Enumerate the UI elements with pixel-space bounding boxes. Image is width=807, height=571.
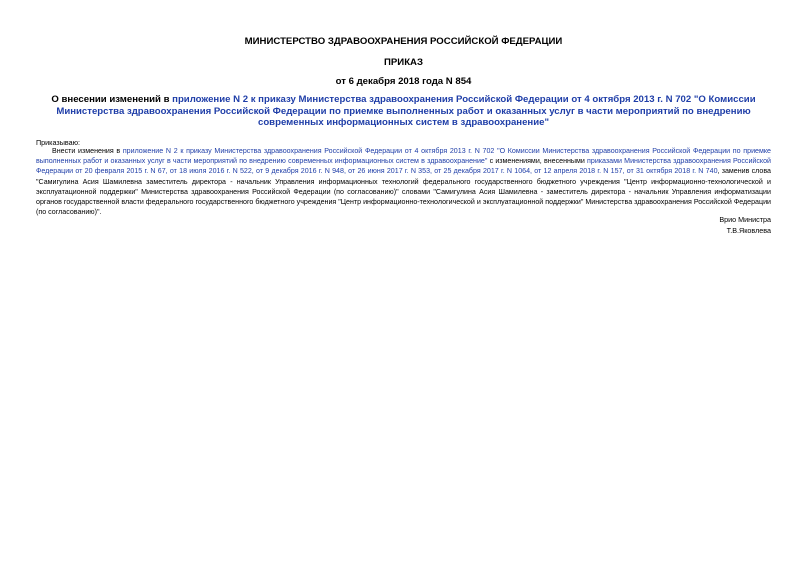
document-date-number: от 6 декабря 2018 года N 854	[335, 76, 472, 87]
body-paragraph	[36, 146, 771, 217]
document-title	[36, 94, 771, 129]
paragraph-appendix-link[interactable]: приложение N 2 к приказу Министерства здравоохранения Российской Федерации от 4 октября 2013 г. N 702 "О Комиссии Министерства здравоохранения Российской Федерации по приемке выполненных работ и оказанных услуг в части мероприятий по внедрению современных информационных систем в здравоохранение"	[36, 147, 771, 166]
order-word: Приказываю:	[36, 138, 80, 147]
paragraph-intro: Внести изменения в	[52, 147, 123, 155]
paragraph-replacement-text: , заменив слова "Самигулина Асия Шамилевна заместитель директора - начальник Управления информационных технологий федерального государственного бюджетного учреждения "Центр информационно-технологической и эксплуатационной поддержки" Министерства здравоохранения Российской Федерации (по согласованию)" словами "Самигулина Асия Шамилевна - заместитель директора - начальник Управления информатизации органов государственной власти федерального государственного бюджетного учреждения "Центр информационно-технологической и эксплуатационной поддержки" Министерства здравоохранения Российской Федерации (по согласованию)".	[36, 167, 771, 217]
title-prefix: О внесении изменений в	[51, 94, 173, 105]
paragraph-middle: с изменениями, внесенными	[487, 157, 588, 166]
title-link[interactable]: приложение N 2 к приказу Министерства здравоохранения Российской Федерации от 4 октября 2013 г. N 702 "О Комиссии Министерства здравоохранения Российской Федерации по приемке выполненных работ и оказанных услуг в части мероприятий по внедрению современных информационных систем в здравоохранение"	[56, 94, 756, 129]
paragraph-amendments-link[interactable]: приказами Министерства здравоохранения Российской Федерации от 20 февраля 2015 г. N 67, от 18 июля 2016 г. N 522, от 9 декабря 2016 г. N 948, от 26 июня 2017 г. N 353, от 25 декабря 2017 г. N 1064, от 12 апреля 2018 г. N 157, от 31 октября 2018 г. N 740	[36, 157, 772, 176]
ministry-heading: МИНИСТЕРСТВО ЗДРАВООХРАНЕНИЯ РОССИЙСКОЙ ФЕДЕРАЦИИ	[244, 36, 563, 47]
signatory-name: Т.В.Яковлева	[726, 226, 771, 235]
signatory-position: Врио Министра	[719, 215, 771, 224]
document-type-heading: ПРИКАЗ	[384, 57, 423, 68]
